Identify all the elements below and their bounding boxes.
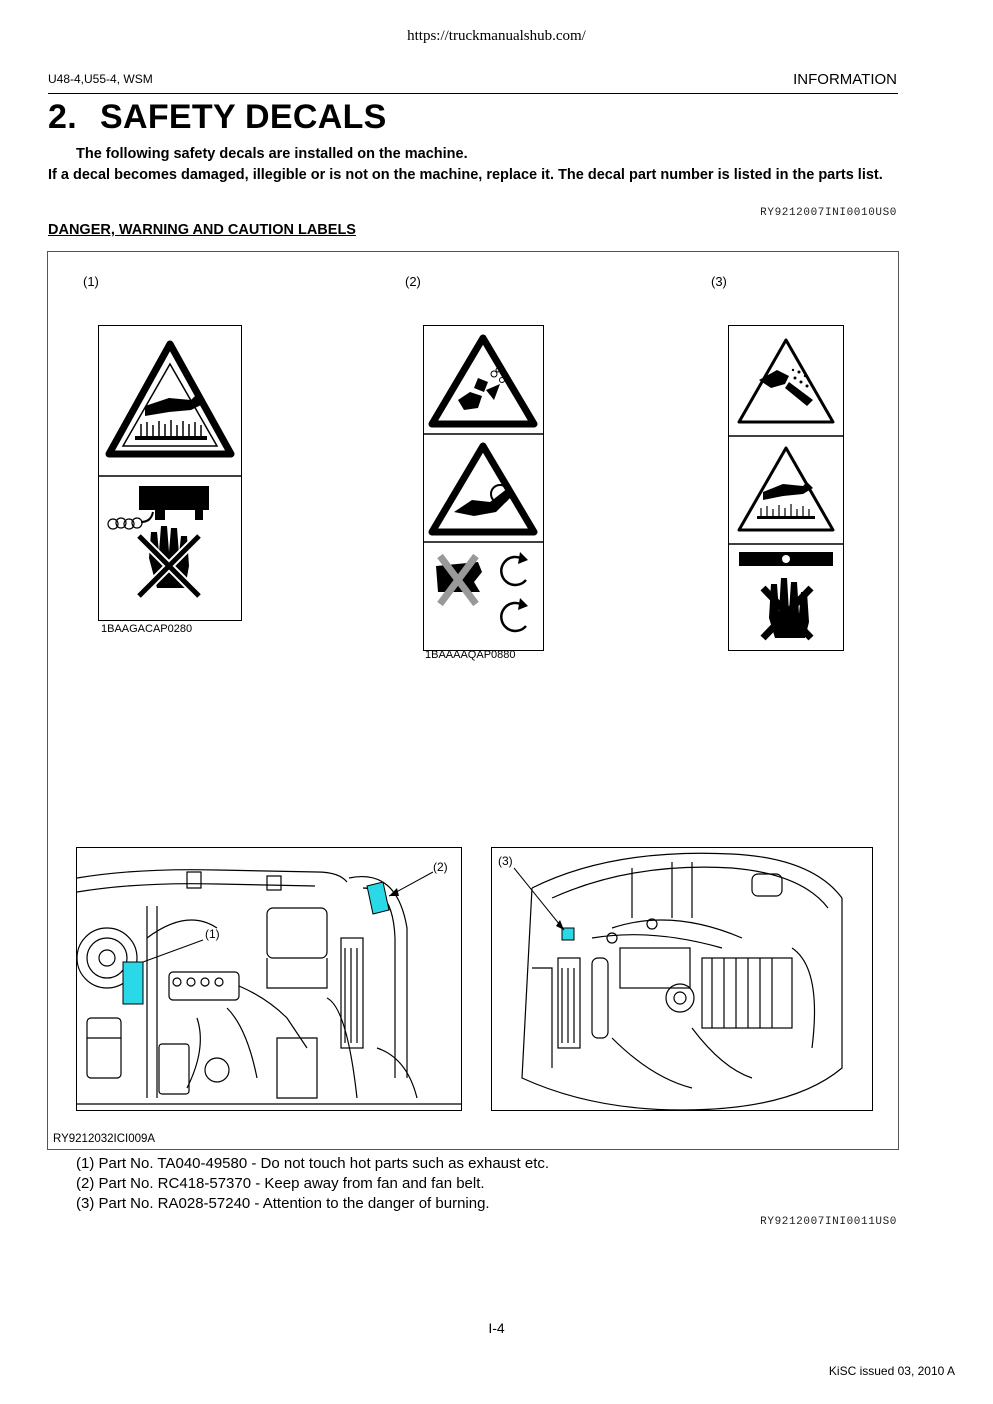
machine-right-graphic bbox=[492, 848, 872, 1110]
intro-line-1: The following safety decals are installed on the machine. bbox=[76, 146, 468, 162]
decal-2-graphic bbox=[424, 326, 543, 650]
reference-code-1: RY9212007INI0010US0 bbox=[760, 207, 897, 219]
callout-left-1: (1) bbox=[205, 927, 220, 941]
subheading: DANGER, WARNING AND CAUTION LABELS bbox=[48, 222, 356, 238]
decal-label-3: (3) bbox=[711, 274, 727, 289]
parts-item: (1) Part No. TA040-49580 - Do not touch hot parts such as exhaust etc. bbox=[76, 1155, 550, 1172]
footer-issue: KiSC issued 03, 2010 A bbox=[828, 1364, 955, 1378]
decal-1-graphic bbox=[99, 326, 241, 620]
decal-1-hot-surface bbox=[98, 325, 242, 621]
decal-label-2: (2) bbox=[405, 274, 421, 289]
section-number: 2. bbox=[48, 98, 77, 136]
intro-line-2: If a decal becomes damaged, illegible or is not on the machine, replace it. The decal part number is listed in the parts list. bbox=[48, 167, 883, 183]
machine-illustration-left bbox=[76, 847, 462, 1111]
parts-list bbox=[76, 1154, 549, 1214]
header-manual-name: U48-4,U55-4, WSM bbox=[48, 72, 153, 86]
decal-3-burning bbox=[728, 325, 844, 651]
machine-illustration-right bbox=[491, 847, 873, 1111]
decal-2-code: 1BAAAAQAP0880 bbox=[425, 649, 516, 661]
machine-left-graphic bbox=[77, 848, 461, 1110]
decal-figure bbox=[47, 251, 899, 1150]
parts-item: (3) Part No. RA028-57240 - Attention to the danger of burning. bbox=[76, 1195, 490, 1212]
callout-left-2: (2) bbox=[433, 860, 448, 874]
decal-label-1: (1) bbox=[83, 274, 99, 289]
header-section-name: INFORMATION bbox=[793, 71, 897, 88]
parts-item: (2) Part No. RC418-57370 - Keep away from fan and fan belt. bbox=[76, 1175, 485, 1192]
page-number: I-4 bbox=[488, 1320, 505, 1336]
section-title-text: SAFETY DECALS bbox=[100, 98, 387, 136]
decal-1-code: 1BAAGACAP0280 bbox=[101, 623, 193, 635]
decal-2-fan-belt bbox=[423, 325, 544, 651]
callout-right-3: (3) bbox=[498, 854, 513, 868]
section-title bbox=[48, 98, 387, 137]
source-url: https://truckmanualshub.com/ bbox=[407, 28, 586, 44]
header-rule bbox=[48, 93, 898, 94]
reference-code-2: RY9212007INI0011US0 bbox=[760, 1216, 897, 1228]
figure-code: RY9212032ICI009A bbox=[53, 1133, 156, 1145]
decal-3-graphic bbox=[729, 326, 843, 650]
